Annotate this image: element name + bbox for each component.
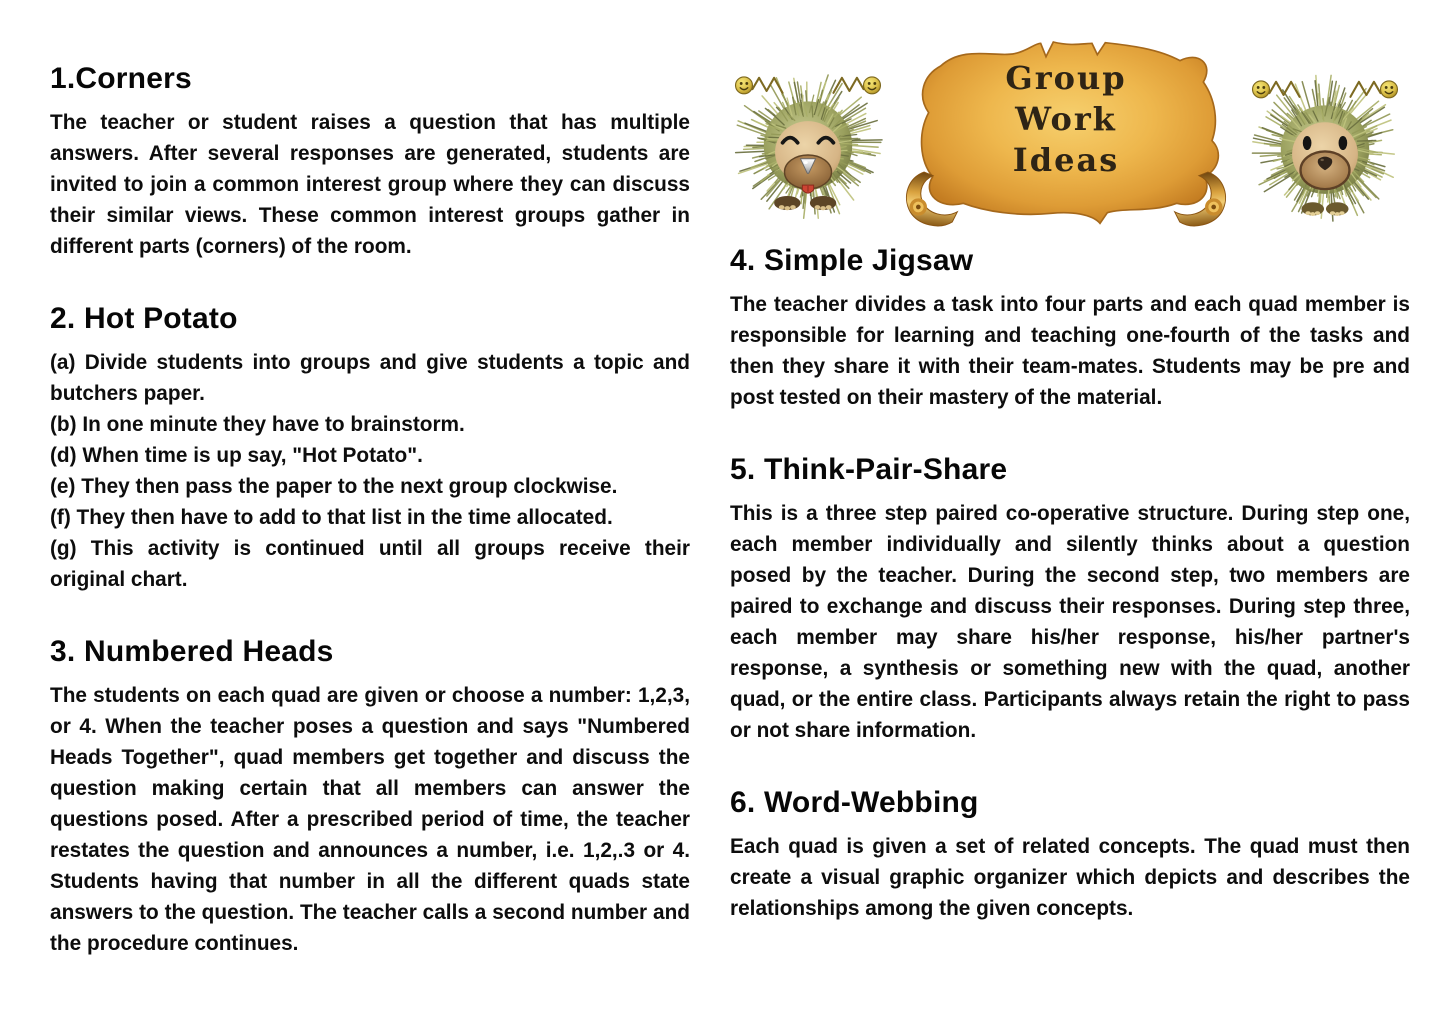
creature-foot [1326, 202, 1349, 216]
left-column [50, 62, 690, 959]
smiley-ball-icon [1381, 81, 1398, 98]
section-heading-word-webbing: 6. Word-Webbing [730, 786, 979, 819]
fuzzy-creature-left-image [728, 56, 888, 222]
list-item-f: (f) They then have to add to that list in the time allocated. [50, 506, 613, 529]
section-body-numbered-heads: The students on each quad are given or choose a number: 1,2,3, or 4. When the teacher poses a question and says "Numbered Heads Together", quad members get together and discuss the question making certain that all members can answer the questions posed. After a prescribed period of time, the teacher restates the question and announces a number, i.e. 1,2,.3 or 4. Students having that number in all the different quads state answers to the question. The teacher calls a second number and the procedure continues. [50, 684, 690, 955]
creature-foot [774, 196, 800, 210]
nose-highlight [803, 161, 807, 164]
banner-title-line2: Work [1015, 100, 1117, 138]
list-item-d: (d) When time is up say, "Hot Potato". [50, 444, 423, 467]
list-item-g: (g) This activity is continued until all groups receive their original chart. [50, 537, 690, 591]
section-heading-simple-jigsaw: 4. Simple Jigsaw [730, 244, 974, 277]
list-item-a: (a) Divide students into groups and give students a topic and butchers paper. [50, 351, 690, 405]
banner-title [898, 58, 1234, 181]
scroll-banner-image [898, 34, 1234, 234]
spring-antenna-right-icon [1350, 81, 1397, 98]
open-eye-icon [1303, 136, 1312, 150]
section-heading-think-pair-share: 5. Think-Pair-Share [730, 453, 1008, 486]
section-heading-numbered-heads: 3. Numbered Heads [50, 635, 334, 668]
list-item-e: (e) They then pass the paper to the next group clockwise. [50, 475, 618, 498]
section-heading-hot-potato: 2. Hot Potato [50, 302, 238, 335]
list-item-b: (b) In one minute they have to brainstorm. [50, 413, 465, 436]
open-eye-icon [1339, 136, 1348, 150]
smiley-ball-icon [736, 77, 753, 94]
section-body-simple-jigsaw: The teacher divides a task into four parts and each quad member is responsible for learning and teaching one-fourth of the tasks and then they share it with their team-mates. Students may be pre and post tested on their mastery of the material. [730, 293, 1410, 409]
banner-title-line1: Group [1005, 59, 1127, 97]
creature-foot [1301, 202, 1324, 216]
fuzzy-creature-right-image [1245, 60, 1405, 226]
header-graphic [730, 30, 1410, 236]
section-body-think-pair-share: This is a three step paired co-operative structure. During step one, each member individually and silently thinks about a question posed by the teacher. During the second step, two members are paired to exchange and discuss their responses. During step three, each member may share his/her response, his/her partner's response, a synthesis or something new with the quad, another quad, or the entire class. Participants always retain the right to pass or not share information. [730, 502, 1410, 742]
smiley-ball-icon [864, 77, 881, 94]
section-body-corners: The teacher or student raises a question that has multiple answers. After several responses are generated, students are invited to join a common interest group where they can discuss their similar views. These common interest groups gather in different parts (corners) of the room. [50, 111, 690, 258]
spring-antenna-left-icon [736, 77, 783, 94]
banner-title-line3: Ideas [1012, 141, 1120, 179]
smiley-ball-icon [1253, 81, 1270, 98]
nose-highlight [1320, 159, 1323, 161]
section-heading-corners: 1.Corners [50, 62, 192, 95]
right-column [730, 30, 1410, 924]
section-body-word-webbing: Each quad is given a set of related concepts. The quad must then create a visual graphic organizer which depicts and describes the relationships among the given concepts. [730, 835, 1410, 920]
